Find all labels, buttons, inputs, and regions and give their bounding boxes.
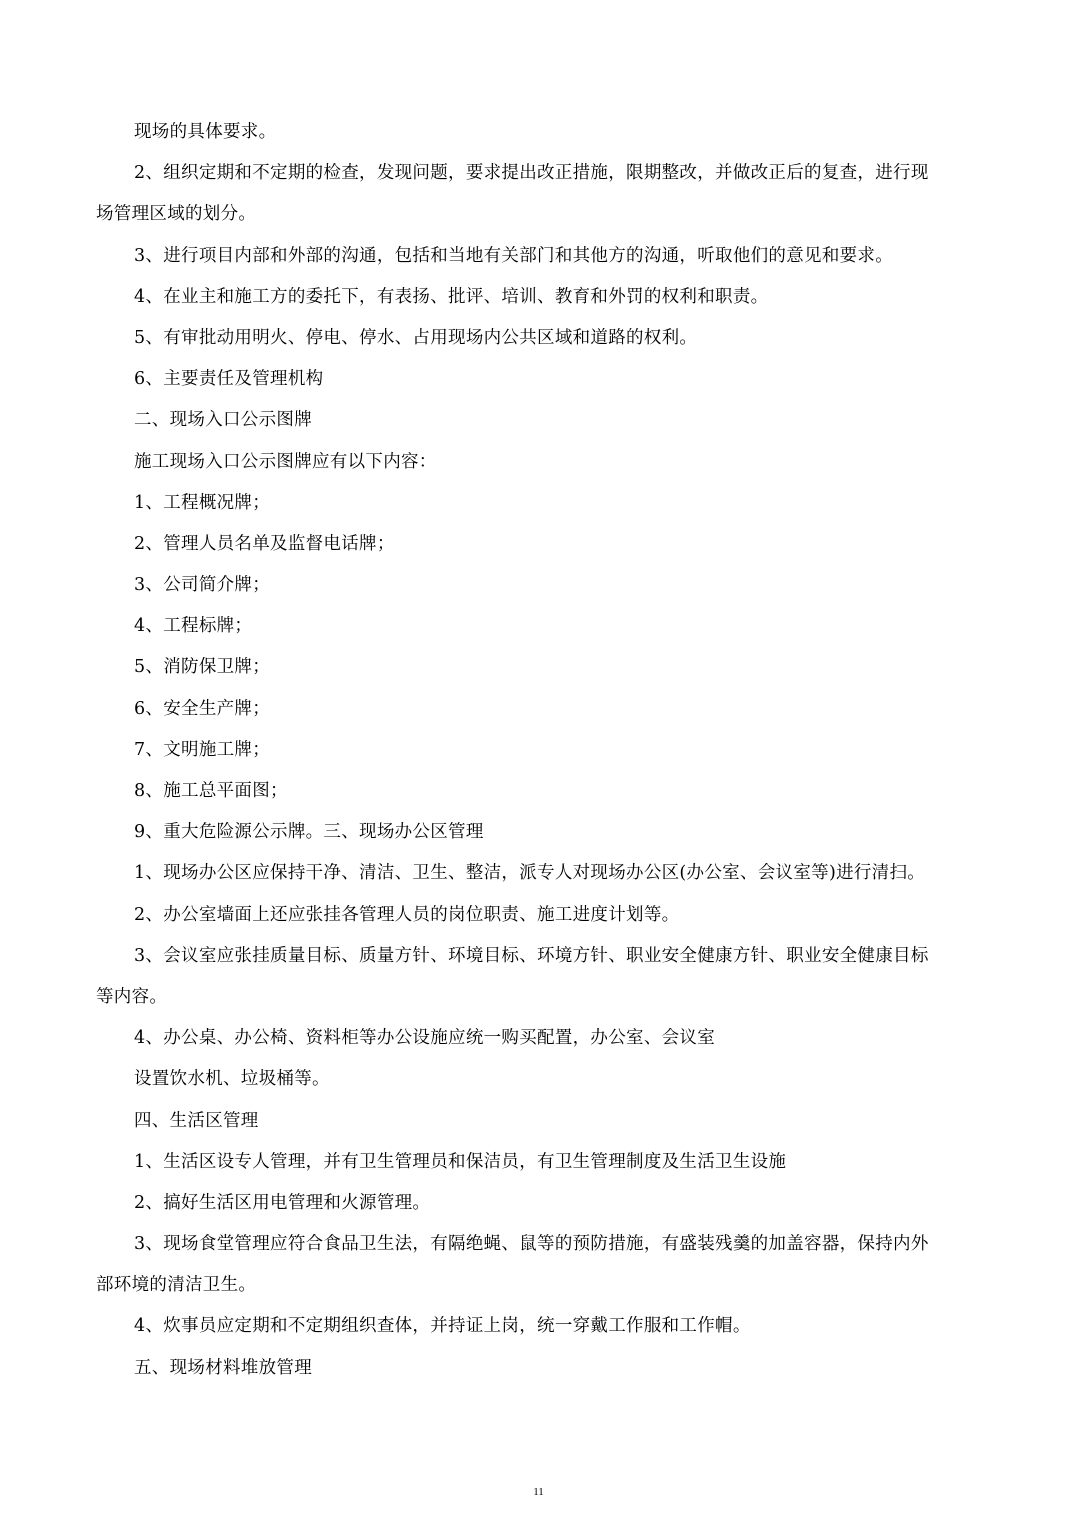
section-heading: 五、现场材料堆放管理 xyxy=(134,1357,312,1378)
list-item: 9、重大危险源公示牌。三、现场办公区管理 xyxy=(134,822,484,843)
text-line: 1、生活区设专人管理，并有卫生管理员和保洁员，有卫生管理制度及生活卫生设施 xyxy=(134,1151,787,1172)
text-line: 现场的具体要求。 xyxy=(134,122,277,142)
document-body xyxy=(96,112,976,1389)
text-line: 1、现场办公区应保持干净、清洁、卫生、整洁，派专人对现场办公区(办公室、会议室等)进行清扫。 xyxy=(134,863,926,884)
list-item: 4、工程标牌； xyxy=(134,616,253,637)
list-item: 7、文明施工牌； xyxy=(134,739,271,760)
text-line: 部环境的清洁卫生。 xyxy=(96,1275,257,1296)
text-line: 3、会议室应张挂质量目标、质量方针、环境目标、环境方针、职业安全健康方针、职业安全健康目标 xyxy=(134,945,929,966)
section-heading: 四、生活区管理 xyxy=(134,1110,259,1131)
list-item: 1、工程概况牌； xyxy=(134,492,271,513)
list-item: 2、管理人员名单及监督电话牌； xyxy=(134,533,395,554)
text-line: 2、搞好生活区用电管理和火源管理。 xyxy=(134,1192,431,1213)
text-line: 等内容。 xyxy=(96,986,168,1007)
text-line: 5、有审批动用明火、停电、停水、占用现场内公共区域和道路的权利。 xyxy=(134,327,698,348)
list-item: 6、安全生产牌； xyxy=(134,698,271,719)
text-line: 3、进行项目内部和外部的沟通，包括和当地有关部门和其他方的沟通，听取他们的意见和要求。 xyxy=(134,245,894,266)
list-item: 8、施工总平面图； xyxy=(134,781,288,801)
text-line: 4、在业主和施工方的委托下，有表扬、批评、培训、教育和外罚的权利和职责。 xyxy=(134,286,769,307)
text-line: 4、炊事员应定期和不定期组织查体，并持证上岗，统一穿戴工作服和工作帽。 xyxy=(134,1316,751,1337)
text-line: 设置饮水机、垃圾桶等。 xyxy=(134,1069,330,1090)
text-line: 4、办公桌、办公椅、资料柜等办公设施应统一购买配置，办公室、会议室 xyxy=(134,1028,716,1049)
text-line: 2、办公室墙面上还应张挂各管理人员的岗位职责、施工进度计划等。 xyxy=(134,904,680,925)
text-line: 施工现场入口公示图牌应有以下内容： xyxy=(134,451,437,472)
list-item: 3、公司简介牌； xyxy=(134,575,271,596)
text-line: 2、组织定期和不定期的检查，发现问题，要求提出改正措施，限期整改，并做改正后的复查，进行现 xyxy=(134,163,929,184)
text-line: 场管理区域的划分。 xyxy=(96,204,257,225)
text-line: 3、现场食堂管理应符合食品卫生法，有隔绝蝇、鼠等的预防措施，有盛装残羹的加盖容器，保持内外 xyxy=(134,1234,929,1255)
page-number: 11 xyxy=(533,1486,544,1498)
list-item: 5、消防保卫牌； xyxy=(134,657,271,678)
section-heading: 二、现场入口公示图牌 xyxy=(134,410,312,431)
text-line: 6、主要责任及管理机构 xyxy=(134,369,324,390)
